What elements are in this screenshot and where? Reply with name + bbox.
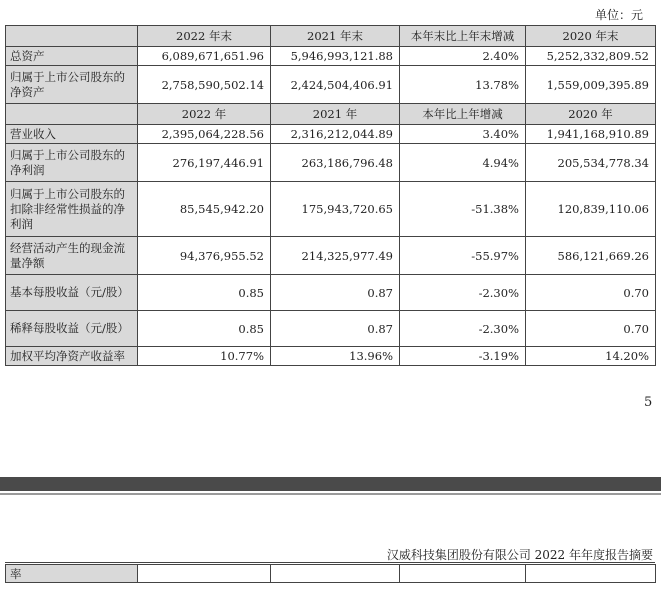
row-label: 总资产 xyxy=(6,47,138,66)
continued-table xyxy=(5,564,656,583)
table-cell xyxy=(138,565,271,583)
header-cell: 2020 年 xyxy=(526,104,656,125)
table-cell: 5,946,993,121.88 xyxy=(271,47,400,66)
table-row xyxy=(6,182,656,237)
table-cell: 94,376,955.52 xyxy=(138,237,271,275)
table-cell: -55.97% xyxy=(400,237,526,275)
table-cell: 2,424,504,406.91 xyxy=(271,66,400,104)
table-cell xyxy=(400,565,526,583)
header-cell: 2022 年末 xyxy=(138,26,271,47)
page-number: 5 xyxy=(644,395,653,410)
table-cell: 0.70 xyxy=(526,275,656,311)
table-cell: 13.96% xyxy=(271,347,400,366)
table-row xyxy=(6,311,656,347)
table-row xyxy=(6,47,656,66)
table-row xyxy=(6,66,656,104)
table-row xyxy=(6,237,656,275)
header-cell xyxy=(6,26,138,47)
row-label: 稀释每股收益（元/股） xyxy=(6,311,138,347)
row-label: 归属于上市公司股东的净资产 xyxy=(6,66,138,104)
table-cell: 175,943,720.65 xyxy=(271,182,400,237)
header-cell: 2021 年 xyxy=(271,104,400,125)
table-cell: 586,121,669.26 xyxy=(526,237,656,275)
table-cell: 10.77% xyxy=(138,347,271,366)
table-cell: 5,252,332,809.52 xyxy=(526,47,656,66)
table-cell: -2.30% xyxy=(400,275,526,311)
header-cell: 2020 年末 xyxy=(526,26,656,47)
table-cell: 3.40% xyxy=(400,125,526,144)
table-cell: 13.78% xyxy=(400,66,526,104)
table-cell: 214,325,977.49 xyxy=(271,237,400,275)
table-cell: 263,186,796.48 xyxy=(271,144,400,182)
row-label: 归属于上市公司股东的净利润 xyxy=(6,144,138,182)
table-cell xyxy=(271,565,400,583)
table-row xyxy=(6,144,656,182)
table-cell: 1,941,168,910.89 xyxy=(526,125,656,144)
page-break-line xyxy=(0,493,661,495)
table-cell: -2.30% xyxy=(400,311,526,347)
row-label: 经营活动产生的现金流量净额 xyxy=(6,237,138,275)
table-cell: 4.94% xyxy=(400,144,526,182)
table-header-row xyxy=(6,26,656,47)
row-label: 归属于上市公司股东的扣除非经常性损益的净利润 xyxy=(6,182,138,237)
financial-table xyxy=(5,25,656,366)
header-cell: 本年比上年增减 xyxy=(400,104,526,125)
row-label: 基本每股收益（元/股） xyxy=(6,275,138,311)
table-cell: 85,545,942.20 xyxy=(138,182,271,237)
row-label: 营业收入 xyxy=(6,125,138,144)
header-cell: 2021 年末 xyxy=(271,26,400,47)
header-cell: 本年末比上年末增减 xyxy=(400,26,526,47)
table-cell: 0.70 xyxy=(526,311,656,347)
table-cell: 2,758,590,502.14 xyxy=(138,66,271,104)
report-title: 汉威科技集团股份有限公司 2022 年年度报告摘要 xyxy=(386,548,653,562)
table-cell: 0.87 xyxy=(271,311,400,347)
table-cell: 2,316,212,044.89 xyxy=(271,125,400,144)
table-row xyxy=(6,565,656,583)
row-label: 加权平均净资产收益率 xyxy=(6,347,138,366)
table-row xyxy=(6,347,656,366)
table-cell: -51.38% xyxy=(400,182,526,237)
row-label: 率 xyxy=(6,565,138,583)
table-cell: 2,395,064,228.56 xyxy=(138,125,271,144)
header-cell xyxy=(6,104,138,125)
table-cell: 6,089,671,651.96 xyxy=(138,47,271,66)
unit-label: 单位：元 xyxy=(594,8,643,22)
table-row xyxy=(6,275,656,311)
table-header-row xyxy=(6,104,656,125)
table-cell: 205,534,778.34 xyxy=(526,144,656,182)
page-break-band xyxy=(0,477,661,491)
table-row xyxy=(6,125,656,144)
table-cell: 2.40% xyxy=(400,47,526,66)
table-cell: 0.85 xyxy=(138,311,271,347)
header-cell: 2022 年 xyxy=(138,104,271,125)
table-cell xyxy=(526,565,656,583)
table-cell: -3.19% xyxy=(400,347,526,366)
table-cell: 14.20% xyxy=(526,347,656,366)
table-cell: 0.85 xyxy=(138,275,271,311)
header-rule xyxy=(5,562,655,563)
table-cell: 1,559,009,395.89 xyxy=(526,66,656,104)
table-cell: 0.87 xyxy=(271,275,400,311)
table-cell: 276,197,446.91 xyxy=(138,144,271,182)
table-cell: 120,839,110.06 xyxy=(526,182,656,237)
